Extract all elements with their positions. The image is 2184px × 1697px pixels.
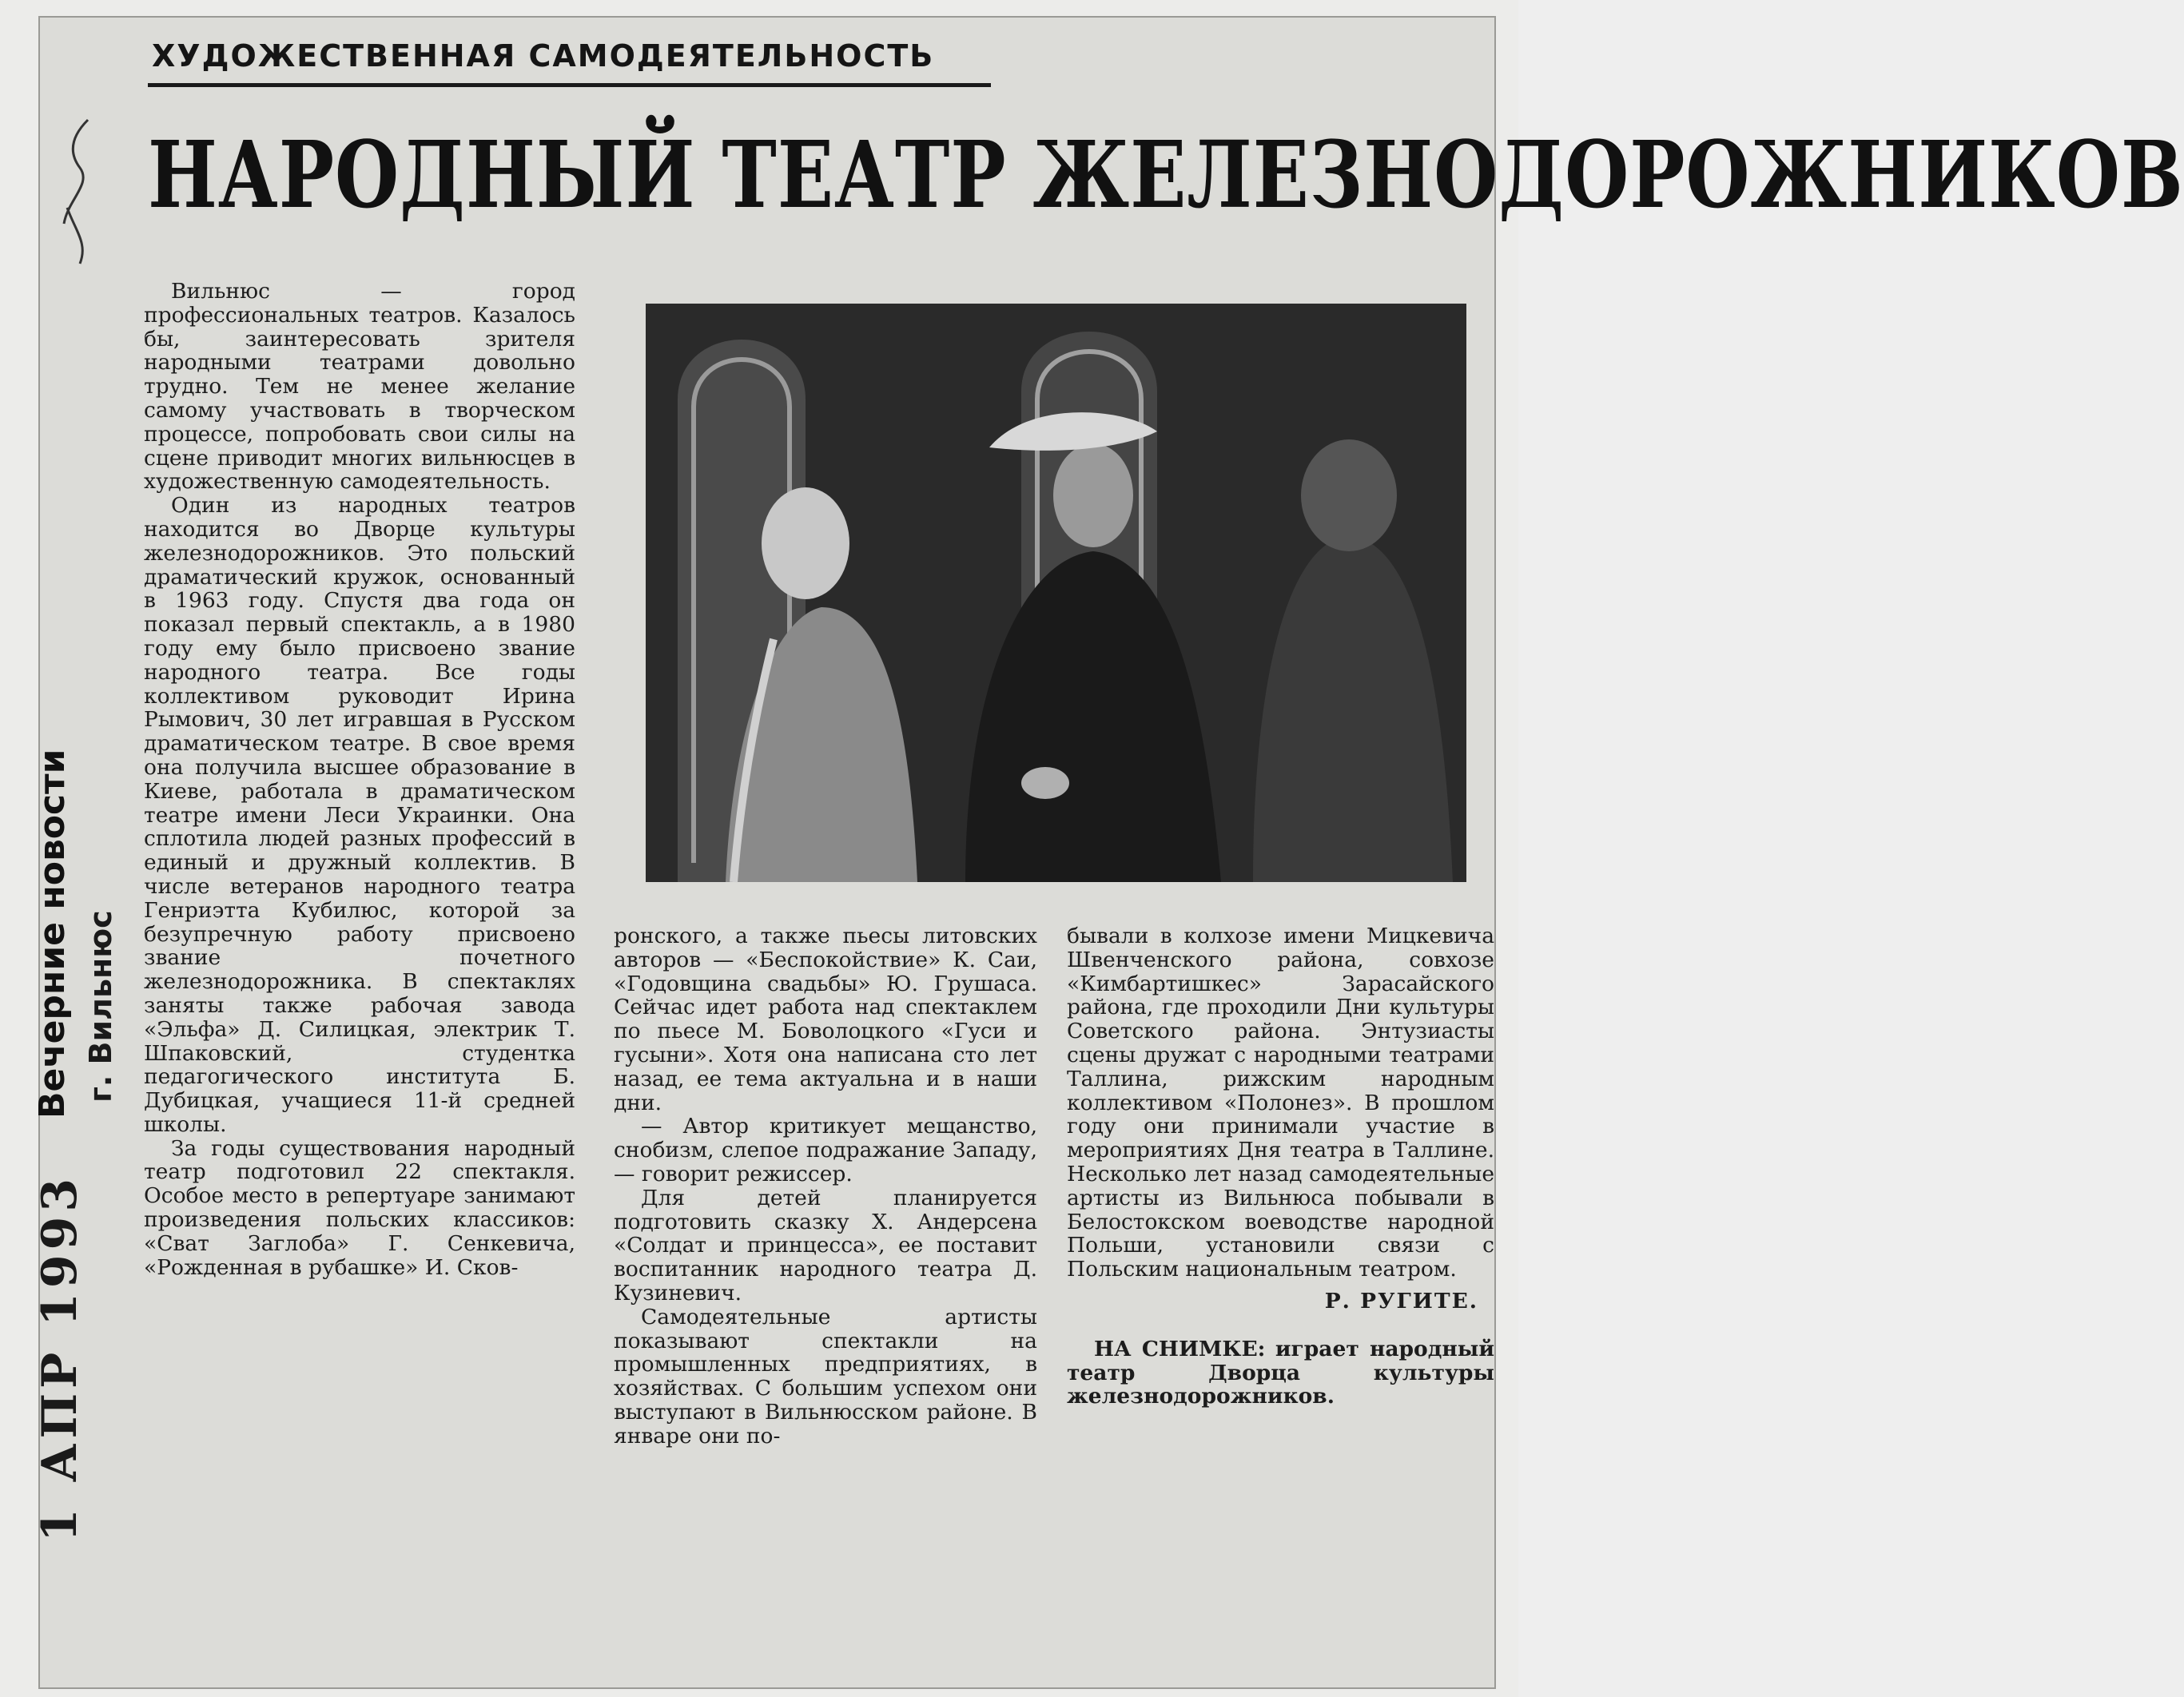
caption-label: НА СНИМКЕ: — [1094, 1336, 1266, 1361]
photo-caption — [1067, 1337, 1494, 1409]
city-stamp: г. Вильнюс — [83, 910, 118, 1103]
article-headline: НАРОДНЫЙ ТЕАТР ЖЕЛЕЗНОДОРОЖНИКОВ — [148, 121, 2184, 229]
article-column-3 — [1067, 924, 1494, 1667]
paragraph: — Автор критикует мещанство, снобизм, слепое подражание Западу, — говорит режиссер. — [614, 1114, 1037, 1186]
theatre-photo — [646, 304, 1466, 882]
pencil-mark-icon — [56, 112, 104, 272]
paragraph: Вильнюс — город профессиональных театров. Казалось бы, заинтересовать зрителя народными театрами довольно трудно. Тем не менее желание самому участвовать в творческом процессе, попробовать свои силы на сцене приводит многих вильнюсцев в художественную самодеятельность. — [144, 279, 575, 495]
newspaper-name-stamp: Вечерние новости — [32, 749, 73, 1119]
date-stamp: 1 АПР 1993 — [32, 1173, 88, 1542]
rubric-heading: ХУДОЖЕСТВЕННАЯ САМОДЕЯТЕЛЬНОСТЬ — [152, 38, 935, 74]
paragraph: За годы существования народный театр подготовил 22 спектакля. Особое место в репертуаре занимают произведения польских классиков: «Сват Заглоба» Г. Сенкевича, «Рожденная в рубашке» И. Сков- — [144, 1135, 575, 1280]
paragraph: ронского, а также пьесы литовских авторов — «Беспокойствие» К. Саи, «Годовщина свадьбы» Ю. Грушаса. Сейчас идет работа над спектаклем по пьесе М. Боволоцкого «Гуси и гусыни». Хотя она написана сто лет назад, ее тема актуальна и в наши дни. — [614, 924, 1037, 1115]
author-signature: Р. РУГИТЕ. — [1324, 1288, 1478, 1313]
article-column-1 — [144, 280, 575, 1670]
article-column-2 — [614, 924, 1037, 1667]
caption-text: играет народный театр Дворца культуры железнодорожников. — [1067, 1336, 1494, 1409]
rubric-underline — [148, 83, 991, 87]
paragraph: бывали в колхозе имени Мицкевича Швенченского района, совхозе «Кимбартишкес» Зарасайского района, где проходили Дни культуры Советского района. Энтузиасты сцены дружат с народными театрами Таллина, рижским народным коллективом «Полонез». В прошлом году они принимали участие в мероприятиях Дня театра в Таллине. Несколько лет назад самодеятельные артисты из Вильнюса побывали в Белостокском воеводстве народной Польши, установили связи с Польским национальным театром. — [1067, 924, 1494, 1282]
paragraph: Для детей планируется подготовить сказку Х. Андерсена «Солдат и принцесса», ее поставит воспитанник народного театра Д. Кузиневич. — [614, 1185, 1037, 1306]
paragraph: Самодеятельные артисты показывают спектакли на промышленных предприятиях, в хозяйствах. С большим успехом они выступают в Вильнюсском районе. В январе они по- — [614, 1304, 1037, 1449]
paragraph: Один из народных театров находится во Дворце культуры железнодорожников. Это польский драматический кружок, основанный в 1963 году. Спустя два года он показал первый спектакль, а в 1980 году ему было присвоено звание народного театра. Все годы коллективом руководит Ирина Рымович, 30 лет игравшая в Русском драматическом театре. В свое время она получила высшее образование в Киеве, работала в драматическом театре имени Леси Украинки. Она сплотила людей разных профессий в единый и дружный коллектив. В числе ветеранов народного театра Генриэтта Кубилюс, которой за безупречную работу присвоено звание почетного железнодорожника. В спектаклях заняты также рабочая завода «Эльфа» Д. Силицкая, электрик Т. Шпаковский, студентка педагогического института Б. Дубицкая, учащиеся 11-й средней школы. — [144, 493, 575, 1137]
photo-scene-icon — [646, 304, 1466, 882]
